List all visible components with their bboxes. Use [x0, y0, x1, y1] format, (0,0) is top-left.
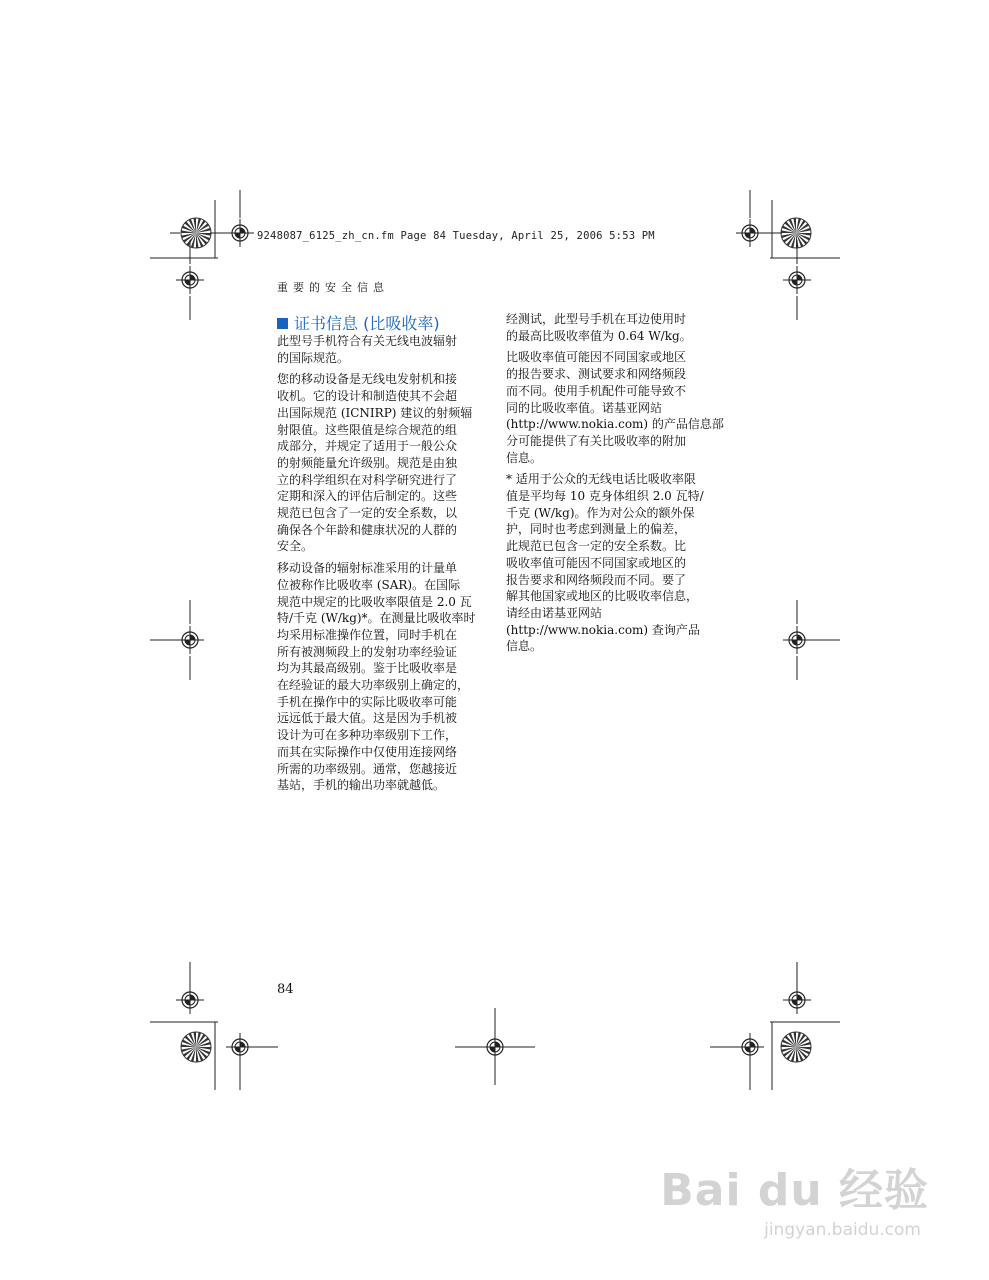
- registration-mark-icon: [736, 219, 764, 247]
- starburst-target-icon: [781, 1032, 811, 1062]
- text-line: 均采用标准操作位置，同时手机在: [277, 627, 458, 642]
- page-number: 84: [277, 982, 294, 997]
- text-line: 此型号手机符合有关无线电波辐射: [277, 334, 458, 348]
- starburst-target-icon: [781, 218, 811, 248]
- text-line: 射限值。这些限值是综合规范的组: [277, 422, 458, 437]
- text-line: 吸收率值可能因不同国家或地区的: [506, 555, 687, 570]
- text-line: 报告要求和网络频段而不同。要了: [506, 572, 687, 587]
- text-line: 基站，手机的输出功率就越低。: [277, 778, 446, 793]
- text-line: 的国际规范。: [277, 350, 350, 365]
- registration-mark-icon: [176, 626, 204, 654]
- text-line: 分可能提供了有关比吸收率的附加: [506, 433, 687, 448]
- paragraph: [506, 471, 716, 655]
- text-line: 解其他国家或地区的比吸收率信息，: [506, 589, 699, 604]
- text-line: (http://www.nokia.com) 查询产品: [506, 622, 700, 637]
- watermark-url: jingyan.baidu.com: [764, 1220, 921, 1240]
- text-line: 远远低于最大值。这是因为手机被: [277, 711, 458, 726]
- running-head: 重要的安全信息: [277, 281, 389, 294]
- text-line: 设计为可在多种功率级别下工作，: [277, 728, 458, 743]
- text-line: 出国际规范 (ICNIRP) 建议的射频辐: [277, 405, 473, 420]
- starburst-target-icon: [181, 1032, 211, 1062]
- watermark: [660, 1154, 929, 1240]
- registration-mark-icon: [226, 219, 254, 247]
- bullet-square-icon: [277, 318, 288, 329]
- text-line: 规范已包含了一定的安全系数，以: [277, 506, 458, 521]
- text-line: 定期和深入的评估后制定的。这些: [277, 489, 458, 504]
- registration-mark-icon: [176, 986, 204, 1014]
- text-line: 而其在实际操作中仅使用连接网络: [277, 744, 458, 759]
- text-line: 您的移动设备是无线电发射机和接: [277, 372, 458, 387]
- text-line: (http://www.nokia.com) 的产品信息部: [506, 417, 724, 432]
- file-slug: 9248087_6125_zh_cn.fm Page 84 Tuesday, April 25, 2006 5:53 PM: [257, 230, 655, 242]
- text-line: 护，同时也考虑到测量上的偏差，: [506, 522, 687, 537]
- registration-mark-icon: [481, 1033, 509, 1061]
- text-line: 此规范已包含一定的安全系数。比: [506, 539, 687, 554]
- text-line: 所有被测频段上的发射功率经验证: [277, 644, 458, 659]
- text-line: 经测试，此型号手机在耳边使用时: [506, 312, 687, 326]
- text-line: 同的比吸收率值。诺基亚网站: [506, 400, 663, 415]
- text-line: 位被称作比吸收率 (SAR)。在国际: [277, 577, 461, 592]
- text-line: 比吸收率值可能因不同国家或地区: [506, 350, 687, 365]
- left-column: [277, 333, 477, 799]
- registration-mark-icon: [783, 986, 811, 1014]
- section-title: 证书信息 (比吸收率): [294, 314, 440, 333]
- text-line: 确保各个年龄和健康状况的人群的: [277, 522, 458, 537]
- text-line: 立的科学组织在对科学研究进行了: [277, 472, 458, 487]
- text-line: * 适用于公众的无线电话比吸收率限: [506, 472, 696, 487]
- paragraph: [506, 349, 724, 466]
- right-column: [506, 311, 724, 660]
- paragraph: [506, 311, 716, 344]
- starburst-target-icon: [181, 218, 211, 248]
- text-line: 值是平均每 10 克身体组织 2.0 瓦特/: [506, 489, 704, 504]
- registration-mark-icon: [226, 1033, 254, 1061]
- paragraph: [277, 333, 477, 366]
- text-line: 特/千克 (W/kg)*。在测量比吸收率时: [277, 611, 476, 626]
- text-line: 所需的功率级别。通常，您越接近: [277, 761, 458, 776]
- text-line: 成部分，并规定了适用于一般公众: [277, 439, 458, 454]
- text-line: 安全。: [277, 539, 314, 554]
- text-line: 的报告要求、测试要求和网络频段: [506, 367, 687, 382]
- registration-mark-icon: [783, 266, 811, 294]
- section-heading: [277, 311, 440, 334]
- text-line: 均为其最高级别。鉴于比吸收率是: [277, 661, 458, 676]
- paragraph: [277, 371, 477, 555]
- text-line: 收机。它的设计和制造使其不会超: [277, 389, 458, 404]
- text-line: 规范中规定的比吸收率限值是 2.0 瓦: [277, 594, 472, 609]
- registration-mark-icon: [736, 1033, 764, 1061]
- text-line: 手机在操作中的实际比吸收率可能: [277, 694, 458, 709]
- text-line: 信息。: [506, 639, 543, 654]
- watermark-logo: Bai du 经验: [660, 1165, 929, 1216]
- text-line: 在经验证的最大功率级别上确定的，: [277, 678, 470, 693]
- paragraph: [277, 560, 477, 794]
- text-line: 移动设备的辐射标准采用的计量单: [277, 561, 458, 576]
- text-line: 千克 (W/kg)。作为对公众的额外保: [506, 505, 695, 520]
- text-line: 的射频能量允许级别。规范是由独: [277, 455, 458, 470]
- text-line: 的最高比吸收率值为 0.64 W/kg。: [506, 328, 692, 343]
- registration-mark-icon: [176, 266, 204, 294]
- text-line: 请经由诺基亚网站: [506, 605, 603, 620]
- text-line: 而不同。使用手机配件可能导致不: [506, 383, 687, 398]
- registration-mark-icon: [783, 626, 811, 654]
- text-line: 信息。: [506, 450, 543, 465]
